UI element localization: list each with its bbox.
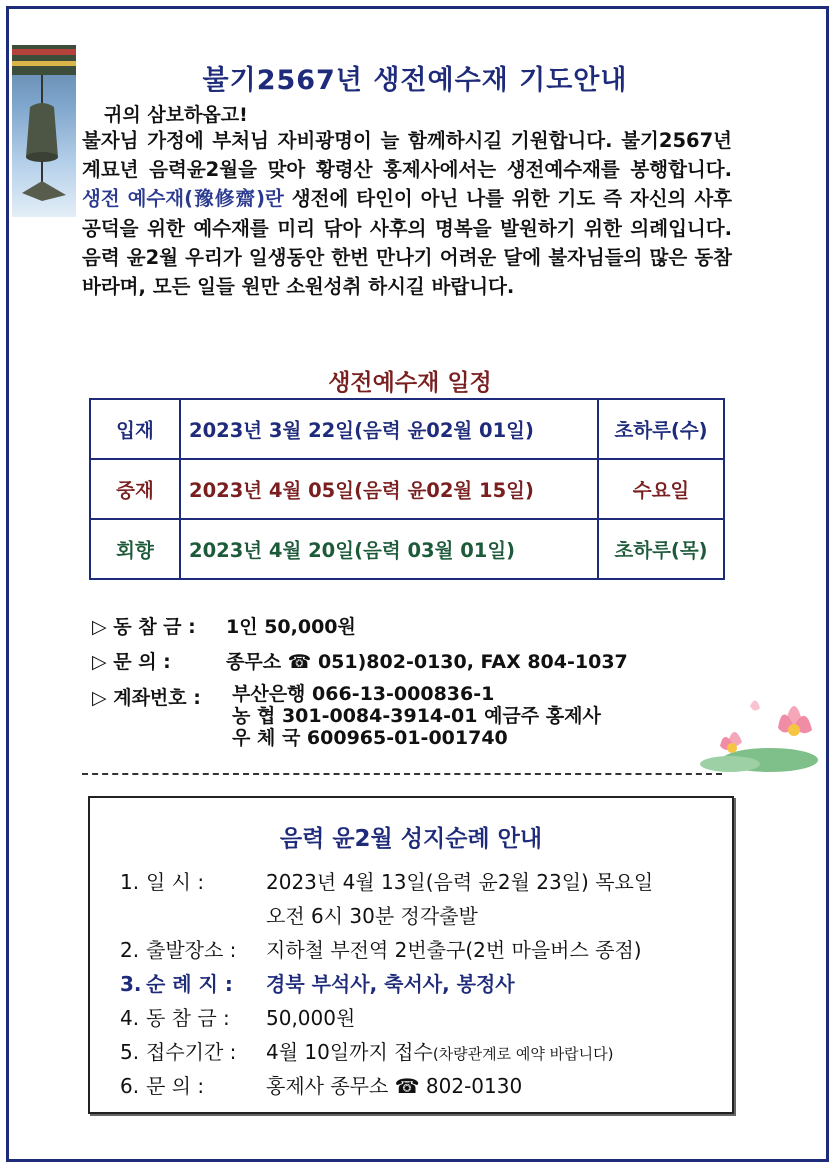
schedule-title: 생전예수재 일정 bbox=[328, 370, 492, 396]
pilgrimage-item: 6. 문 의 : 홍제사 종무소 ☎ 802-0130 bbox=[120, 1074, 523, 1098]
pilgrimage-item: 3. 순 례 지 : 경북 부석사, 축서사, 봉정사 bbox=[120, 972, 515, 996]
fee-info: ▷ 동 참 금 : 1인 50,000원 bbox=[92, 616, 356, 638]
schedule-date: 2023년 3월 22일(음력 윤02월 01일) bbox=[180, 399, 598, 459]
schedule-day: 수요일 bbox=[598, 459, 724, 519]
account-line: 부산은행 066-13-000836-1 bbox=[232, 683, 495, 705]
pilgrimage-item: 오전 6시 30분 정각출발 bbox=[266, 904, 478, 928]
pilgrimage-item: 2. 출발장소 : 지하철 부전역 2번출구(2번 마을버스 종점) bbox=[120, 938, 642, 962]
schedule-day: 초하루(목) bbox=[598, 519, 724, 579]
intro-paragraph: 불자님 가정에 부처님 자비광명이 늘 함께하시길 기원합니다. 불기2567년 계묘년 음력윤2월을 맞아 황령산 홍제사에서는 생전예수재를 봉행합니다. 생전 예수재(豫修齋)란 생전에 타인이 아닌 나를 위한 기도 즉 자신의 사후 공덕을 위한 예수재를 미리 닦아 사후의 명복을 발원하기 위한 의례입니다. 음력 윤2월 우리가 일생동안 한번 만나기 어려운 달에 불자님들의 많은 동참바라며, 모든 일들 원만 소원성취 하시길 바랍니다. bbox=[82, 129, 732, 299]
schedule-row bbox=[90, 399, 724, 459]
greeting: 귀의 삼보하옵고! bbox=[104, 104, 248, 126]
schedule-day: 초하루(수) bbox=[598, 399, 724, 459]
account-lines bbox=[232, 683, 601, 749]
schedule-name: 입재 bbox=[90, 399, 180, 459]
account-label: ▷ 계좌번호 : bbox=[92, 687, 201, 709]
schedule-row bbox=[90, 459, 724, 519]
schedule-name: 중재 bbox=[90, 459, 180, 519]
lotus-flower-image bbox=[690, 686, 820, 772]
schedule-date: 2023년 4월 05일(음력 윤02월 15일) bbox=[180, 459, 598, 519]
pilgrimage-note: (차량관계로 예약 바랍니다) bbox=[432, 1045, 614, 1063]
pilgrimage-item: 5. 접수기간 : 4월 10일까지 접수(차량관계로 예약 바랍니다) bbox=[120, 1040, 614, 1064]
schedule-row bbox=[90, 519, 724, 579]
pilgrimage-item: 4. 동 참 금 : 50,000원 bbox=[120, 1006, 356, 1030]
schedule-name: 회향 bbox=[90, 519, 180, 579]
pilgrimage-item: 1. 일 시 : 2023년 4월 13일(음력 윤2월 23일) 목요일 bbox=[120, 870, 654, 894]
intro-highlight: 생전 예수재(豫修齋)란 bbox=[82, 187, 284, 211]
section-divider bbox=[82, 773, 722, 775]
page-title: 불기2567년 생전예수재 기도안내 bbox=[202, 65, 628, 96]
pilgrimage-box bbox=[88, 796, 734, 1114]
schedule-date: 2023년 4월 20일(음력 03월 01일) bbox=[180, 519, 598, 579]
account-line: 우 체 국 600965-01-001740 bbox=[232, 727, 508, 749]
temple-bell-image bbox=[12, 45, 76, 217]
account-line: 농 협 301-0084-3914-01 예금주 홍제사 bbox=[232, 705, 601, 727]
schedule-table bbox=[89, 398, 725, 580]
contact-info: ▷ 문 의 : 종무소 ☎ 051)802-0130, FAX 804-1037 bbox=[92, 651, 628, 673]
pilgrimage-title: 음력 윤2월 성지순례 안내 bbox=[279, 826, 543, 852]
